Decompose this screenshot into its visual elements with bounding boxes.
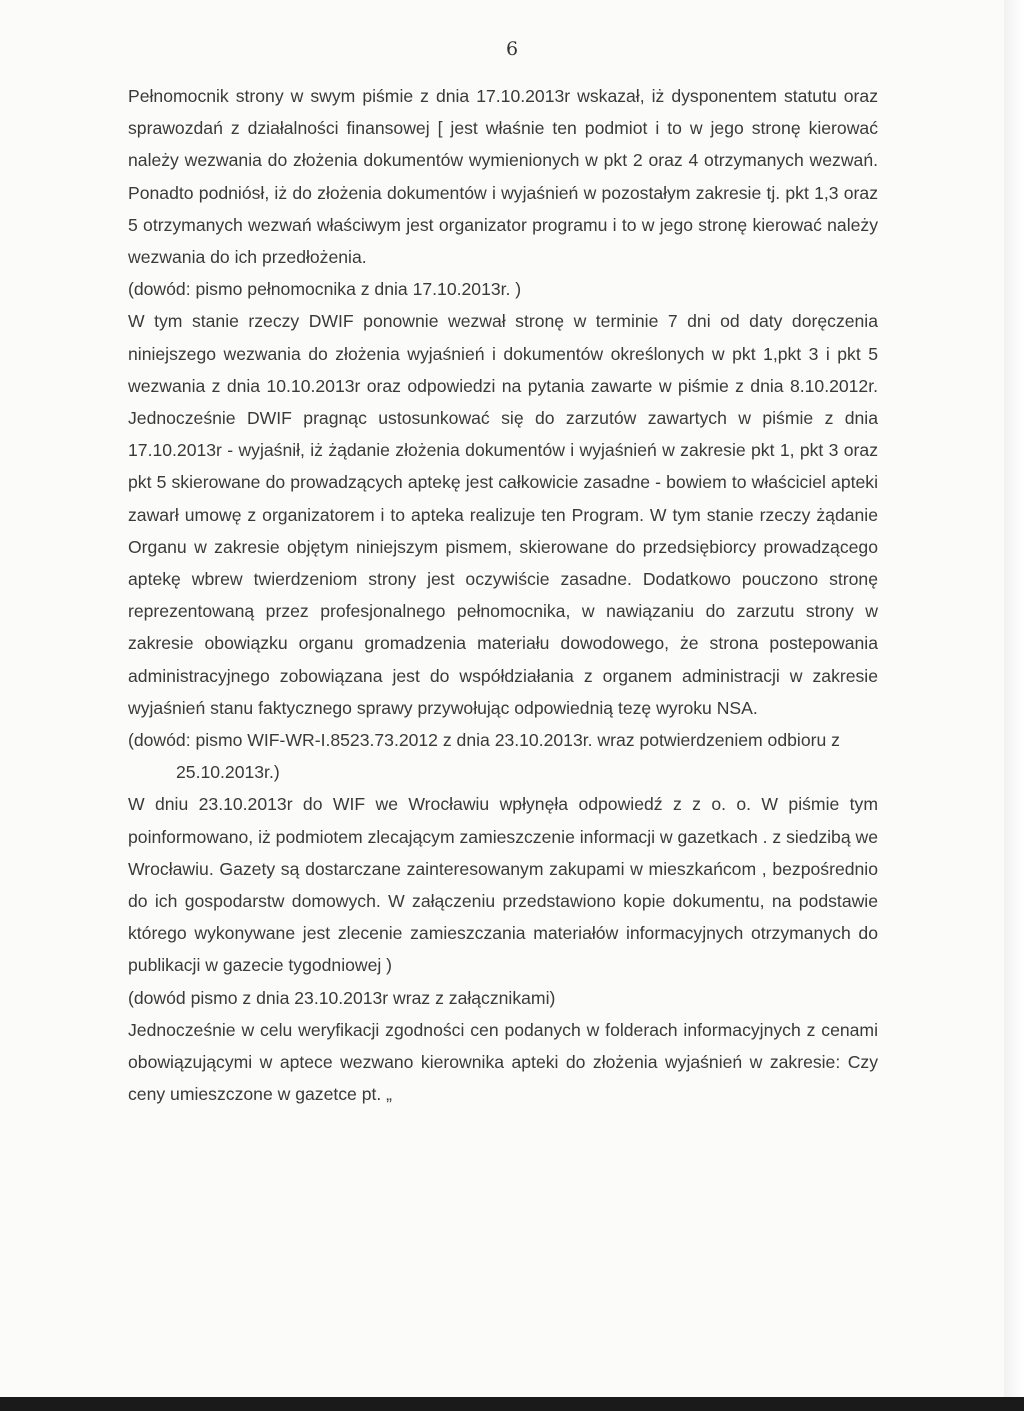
document-body xyxy=(128,80,878,1111)
evidence-note-date: 25.10.2013r.) xyxy=(176,762,280,783)
paragraph-response: W dniu 23.10.2013r do WIF we Wrocławiu wpłynęła odpowiedź z z o. o. W piśmie tym poinformowano, iż podmiotem zlecającym zamieszczenie informacji w gazetkach . z siedzibą we Wrocławiu. Gazety są dostarczane zainteresowanym zakupami w mieszkańcom , bezpośrednio do ich gospodarstw domowych. W załączeniu przedstawiono kopie dokumentu, na podstawie którego wykonywane jest zlecenie zamieszczania materiałów informacyjnych otrzymanych do publikacji w gazecie tygodniowej ) xyxy=(128,794,879,976)
paragraph-renewed-summons: W tym stanie rzeczy DWIF ponownie wezwał stronę w terminie 7 dni od daty doręczenia niniejszego wezwania do złożenia wyjaśnień i dokumentów określonych w pkt 1,pkt 3 i pkt 5 wezwania z dnia 10.10.2013r oraz odpowiedzi na pytania zawarte w piśmie z dnia 8.10.2012r. Jednocześnie DWIF pragnąc ustosunkować się do zarzutów zawartych w piśmie z dnia 17.10.2013r - wyjaśnił, iż żądanie złożenia dokumentów i wyjaśnień w zakresie pkt 1, pkt 3 oraz pkt 5 skierowane do prowadzących aptekę jest całkowicie zasadne - bowiem to właściciel apteki zawarł umowę z organizatorem i to apteka realizuje ten Program. W tym stanie rzeczy żądanie Organu w zakresie objętym niniejszym pismem, skierowane do przedsiębiorcy prowadzącego aptekę wbrew twierdzeniom strony jest oczywiście zasadne. Dodatkowo pouczono stronę reprezentowaną przez profesjonalnego pełnomocnika, w nawiązaniu do zarzutu strony w zakresie obowiązku organu gromadzenia materiału dowodowego, że strona postepowania administracyjnego zobowiązana jest do współdziałania z organem administracji w zakresie wyjaśnień stanu faktycznego sprawy przywołując odpowiednią tezę wyroku NSA. xyxy=(128,311,878,718)
scan-bottom-edge xyxy=(0,1397,1024,1411)
scan-edge-shadow xyxy=(1004,0,1024,1411)
evidence-note: (dowód: pismo WIF-WR-I.8523.73.2012 z dnia 23.10.2013r. wraz potwierdzeniem odbioru z xyxy=(128,730,840,751)
page-number: 6 xyxy=(505,38,519,60)
paragraph-representative-letter: Pełnomocnik strony w swym piśmie z dnia 17.10.2013r wskazał, iż dysponentem statutu oraz sprawozdań z działalności finansowej [ jest właśnie ten podmiot i to w jego stronę kierować należy wezwania do złożenia dokumentów wymienionych w pkt 2 oraz 4 otrzymanych wezwań. Ponadto podniósł, iż do złożenia dokumentów i wyjaśnień w pozostałym zakresie tj. pkt 1,3 oraz 5 otrzymanych wezwań właściwym jest organizator programu i to w jego stronę kierować należy wezwania do ich przedłożenia. xyxy=(128,86,878,268)
evidence-note: (dowód: pismo pełnomocnika z dnia 17.10.2013r. ) xyxy=(128,279,522,300)
evidence-note: (dowód pismo z dnia 23.10.2013r wraz z załącznikami) xyxy=(128,987,556,1008)
paragraph-price-verification: Jednocześnie w celu weryfikacji zgodności cen podanych w folderach informacyjnych z cenami obowiązującymi w aptece wezwano kierownika apteki do złożenia wyjaśnień w zakresie: Czy ceny umieszczone w gazetce pt. „ xyxy=(128,1019,878,1105)
